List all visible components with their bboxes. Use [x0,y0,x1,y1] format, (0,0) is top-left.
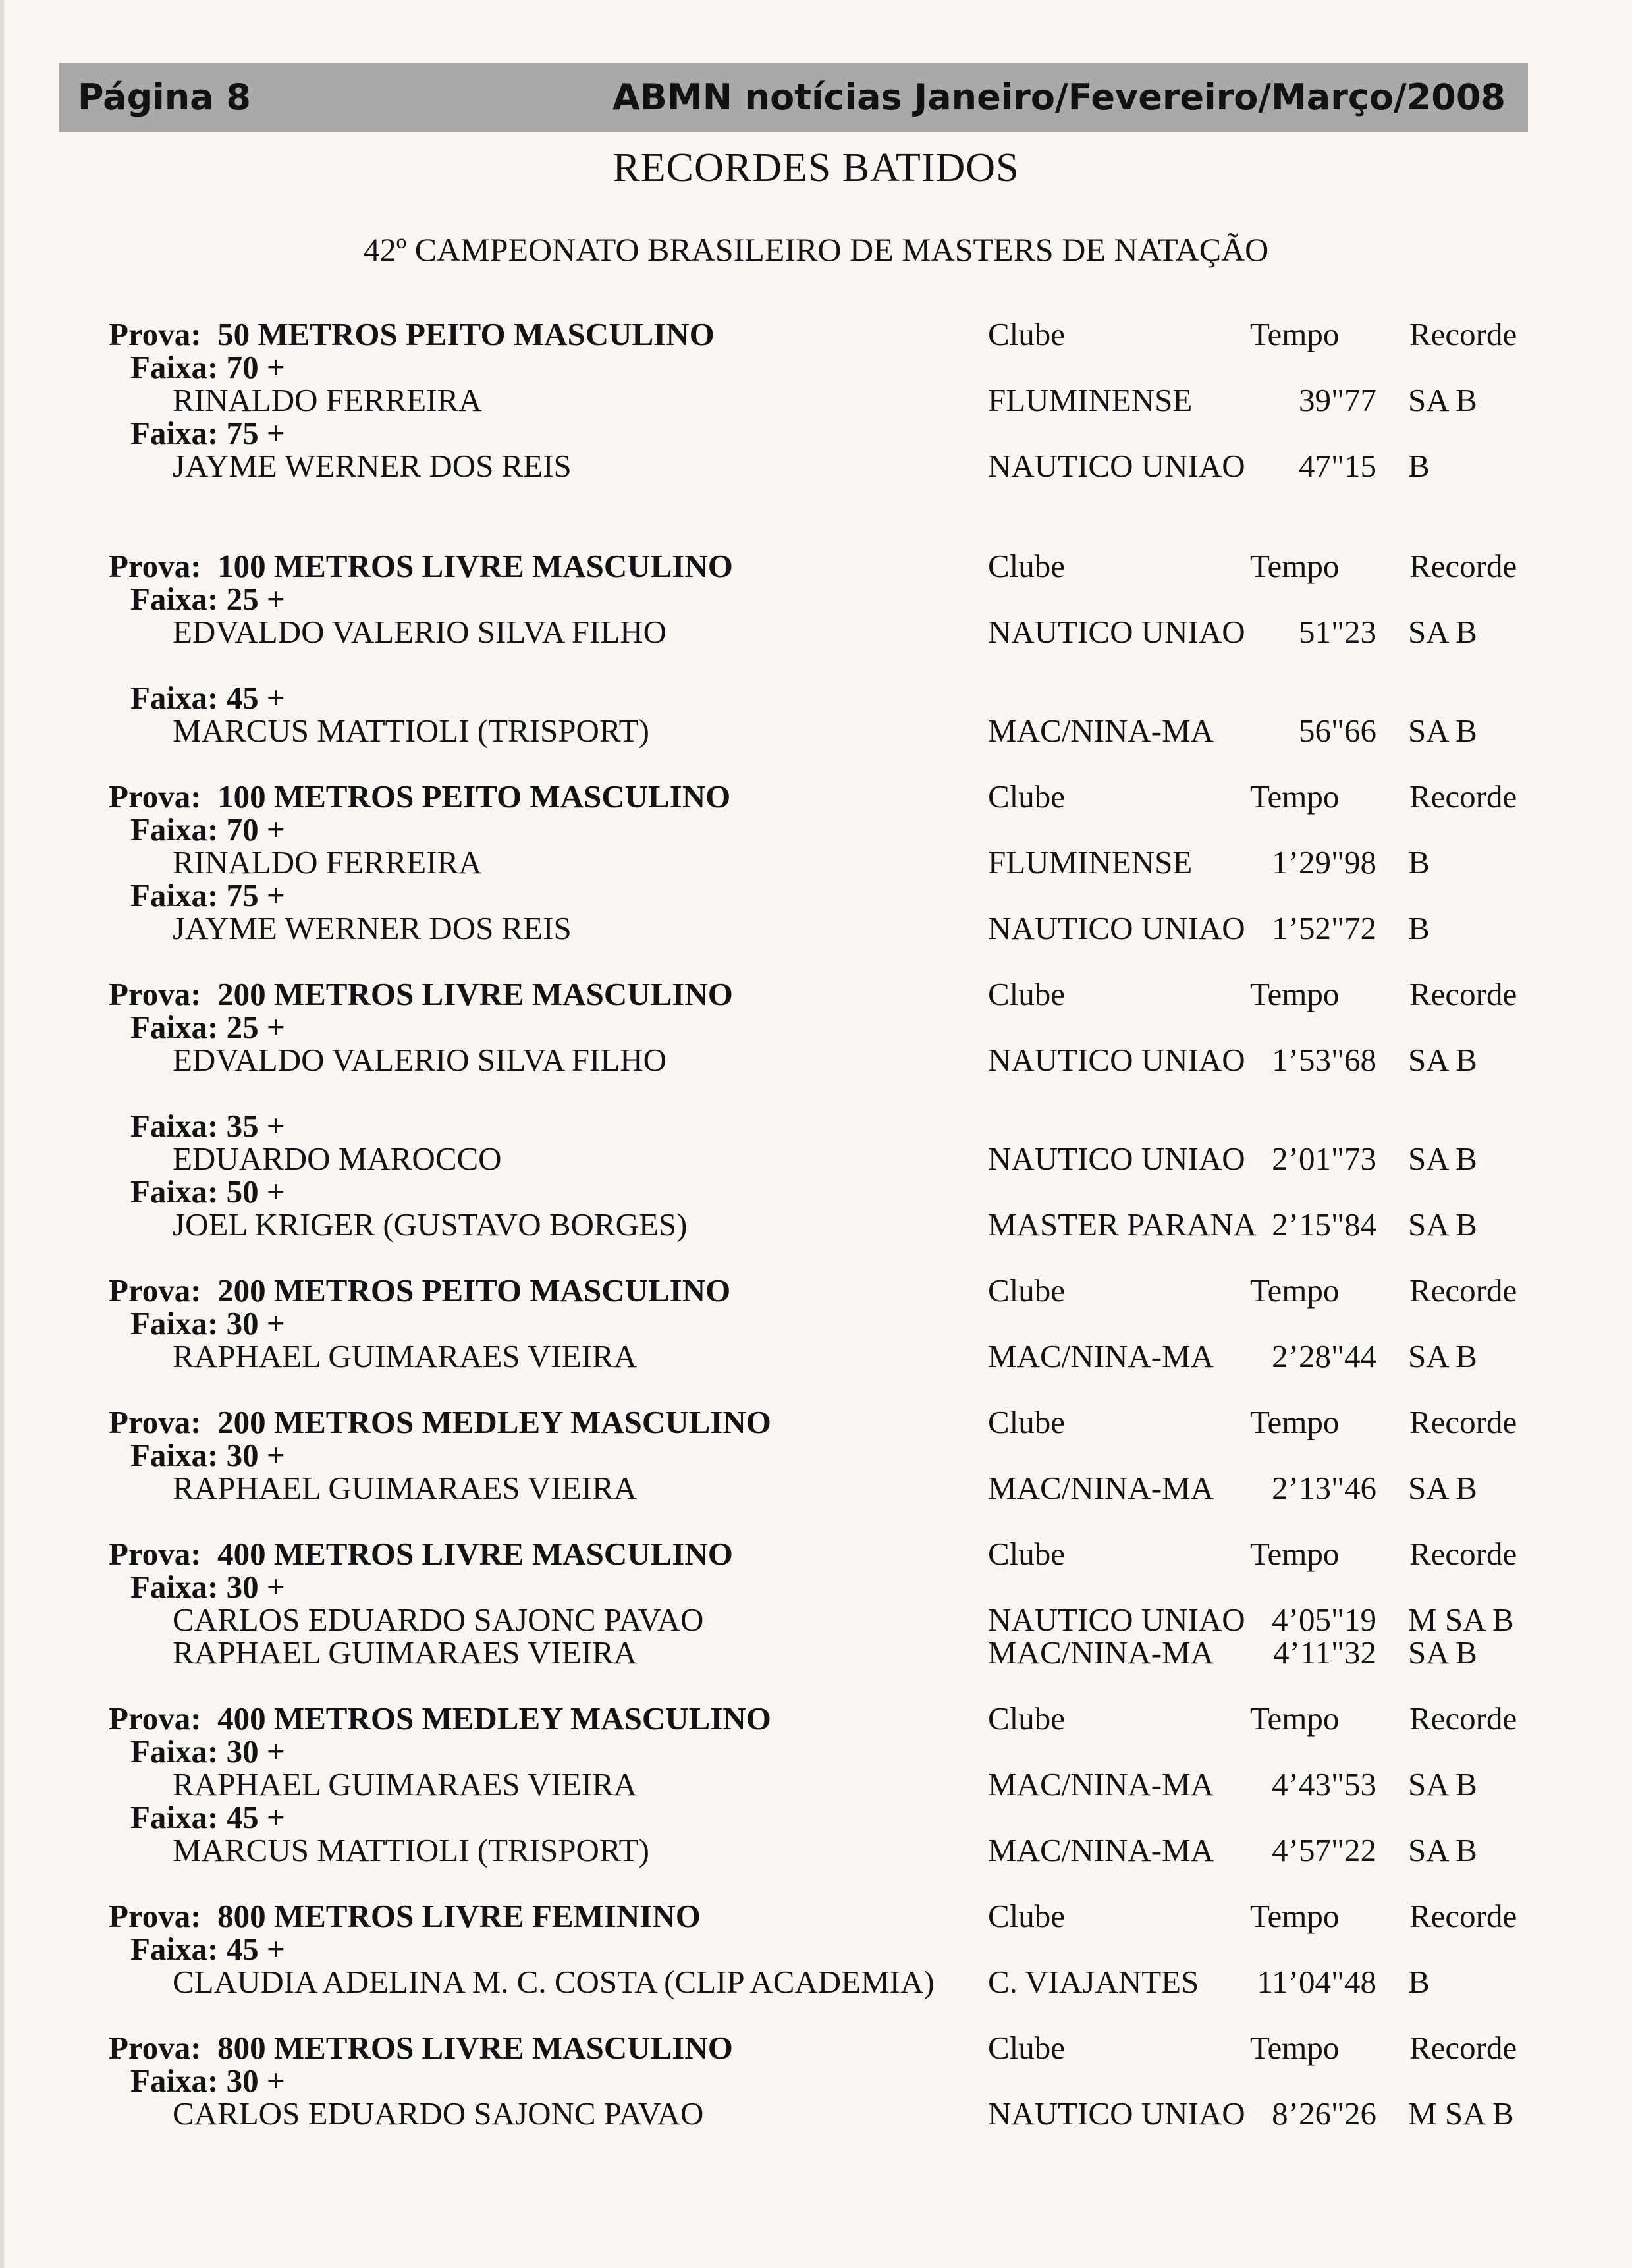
column-header-club: Clube [988,2030,1066,2066]
record-row [0,711,1632,751]
record-row [0,1831,1632,1870]
club-name: NAUTICO UNIAO [988,1042,1245,1078]
club-name: C. VIAJANTES [988,1964,1199,2000]
swim-time: 2’01"73 [1272,1141,1376,1177]
athlete-name: MARCUS MATTIOLI (TRISPORT) [173,713,649,749]
record-type: SA B [1408,1634,1477,1671]
prova-label-text: Prova: [109,976,202,1012]
age-group-value: 30 + [226,1305,285,1341]
faixa-label-text: Faixa: [130,2063,219,2099]
column-header-club: Clube [988,548,1066,584]
swim-time: 4’43"53 [1272,1766,1376,1802]
record-type: SA B [1408,382,1477,418]
page-number: Página 8 [78,76,251,118]
page-subtitle: 42º CAMPEONATO BRASILEIRO DE MASTERS DE NATAÇÃO [363,231,1269,268]
prova-label-text: Prova: [109,1700,202,1737]
age-group-value: 45 + [226,1799,285,1835]
age-group-value: 45 + [226,1931,285,1967]
faixa-label-text: Faixa: [130,1437,219,1473]
record-type: SA B [1408,614,1477,650]
athlete-name: JAYME WERNER DOS REIS [173,910,572,946]
faixa-label-text: Faixa: [130,680,219,716]
age-group-value: 75 + [226,877,285,913]
faixa-label-text: Faixa: [130,349,219,385]
athlete-name: RINALDO FERREIRA [173,844,482,880]
age-group-value: 70 + [226,349,285,385]
event-name: 200 METROS MEDLEY MASCULINO [217,1404,771,1440]
event-name: 200 METROS LIVRE MASCULINO [217,976,733,1012]
faixa-label-text: Faixa: [130,581,219,617]
club-name: FLUMINENSE [988,382,1193,418]
prova-label-text: Prova: [109,1272,202,1309]
faixa-label-text: Faixa: [130,877,219,913]
faixa-label-text: Faixa: [130,1108,219,1144]
prova-label-text: Prova: [109,316,202,352]
column-header-record: Recorde [1409,1536,1517,1572]
faixa-label-text: Faixa: [130,1799,219,1835]
athlete-name: RAPHAEL GUIMARAES VIEIRA [173,1470,638,1506]
athlete-name: JAYME WERNER DOS REIS [173,448,572,484]
swim-time: 51"23 [1298,614,1376,650]
swim-time: 56"66 [1298,713,1376,749]
club-name: MAC/NINA-MA [988,1634,1214,1671]
record-type: SA B [1408,1832,1477,1868]
athlete-name: CARLOS EDUARDO SAJONC PAVAO [173,2095,704,2132]
faixa-label-text: Faixa: [130,1174,219,1210]
swim-time: 11’04"48 [1257,1964,1376,2000]
club-name: MAC/NINA-MA [988,1832,1214,1868]
club-name: MAC/NINA-MA [988,1766,1214,1802]
swim-time: 1’29"98 [1272,844,1376,880]
record-row [0,1633,1632,1673]
column-header-club: Clube [988,778,1066,815]
prova-label-text: Prova: [109,2030,202,2066]
swim-time: 4’05"19 [1272,1602,1376,1638]
column-header-record: Recorde [1409,1898,1517,1934]
athlete-name: RAPHAEL GUIMARAES VIEIRA [173,1338,638,1374]
swim-time: 2’15"84 [1272,1206,1376,1243]
column-header-time: Tempo [1250,1700,1340,1737]
club-name: FLUMINENSE [988,844,1193,880]
column-header-record: Recorde [1409,548,1517,584]
column-header-club: Clube [988,1700,1066,1737]
age-group-value: 70 + [226,811,285,848]
column-header-club: Clube [988,316,1066,352]
column-header-club: Clube [988,1536,1066,1572]
column-header-time: Tempo [1250,316,1340,352]
age-group-value: 75 + [226,415,285,451]
age-group-value: 30 + [226,2063,285,2099]
record-type: B [1408,910,1430,946]
event-name: 50 METROS PEITO MASCULINO [217,316,715,352]
age-group-value: 50 + [226,1174,285,1210]
club-name: MASTER PARANA [988,1206,1257,1243]
faixa-label-text: Faixa: [130,1009,219,1045]
event-name: 800 METROS LIVRE FEMININO [217,1898,701,1934]
prova-label-text: Prova: [109,1898,202,1934]
column-header-time: Tempo [1250,2030,1340,2066]
record-row [0,1962,1632,2002]
event-name: 100 METROS LIVRE MASCULINO [217,548,733,584]
age-group-value: 35 + [226,1108,285,1144]
athlete-name: CLAUDIA ADELINA M. C. COSTA (CLIP ACADEMIA) [173,1964,935,2000]
column-header-record: Recorde [1409,316,1517,352]
record-row [0,446,1632,486]
age-group-value: 30 + [226,1733,285,1769]
athlete-name: RAPHAEL GUIMARAES VIEIRA [173,1766,638,1802]
column-header-time: Tempo [1250,1898,1340,1934]
age-group-value: 25 + [226,1009,285,1045]
club-name: NAUTICO UNIAO [988,1602,1245,1638]
athlete-name: RINALDO FERREIRA [173,382,482,418]
column-header-time: Tempo [1250,1404,1340,1440]
prova-label-text: Prova: [109,1536,202,1572]
athlete-name: JOEL KRIGER (GUSTAVO BORGES) [173,1206,688,1243]
record-row [0,1337,1632,1376]
record-type: SA B [1408,1141,1477,1177]
record-type: B [1408,844,1430,880]
column-header-club: Clube [988,976,1066,1012]
swim-time: 4’11"32 [1272,1634,1376,1671]
column-header-time: Tempo [1250,1272,1340,1309]
faixa-label-text: Faixa: [130,415,219,451]
publication-name: ABMN notícias [612,76,902,118]
club-name: MAC/NINA-MA [988,1470,1214,1506]
event-name: 400 METROS LIVRE MASCULINO [217,1536,733,1572]
record-row [0,612,1632,652]
swim-time: 1’53"68 [1272,1042,1376,1078]
column-header-record: Recorde [1409,778,1517,815]
column-header-club: Clube [988,1404,1066,1440]
record-type: SA B [1408,1206,1477,1243]
athlete-name: EDVALDO VALERIO SILVA FILHO [173,614,667,650]
record-type: B [1408,1964,1430,2000]
record-type: M SA B [1408,2095,1514,2132]
athlete-name: RAPHAEL GUIMARAES VIEIRA [173,1634,638,1671]
prova-label-text: Prova: [109,778,202,815]
record-type: SA B [1408,1470,1477,1506]
faixa-label-text: Faixa: [130,1733,219,1769]
age-group-value: 45 + [226,680,285,716]
event-name: 400 METROS MEDLEY MASCULINO [217,1700,771,1737]
column-header-time: Tempo [1250,778,1340,815]
column-header-record: Recorde [1409,976,1517,1012]
age-group-value: 30 + [226,1437,285,1473]
swim-time: 8’26"26 [1272,2095,1376,2132]
record-type: M SA B [1408,1602,1514,1638]
column-header-club: Clube [988,1898,1066,1934]
column-header-time: Tempo [1250,548,1340,584]
record-type: B [1408,448,1430,484]
column-header-record: Recorde [1409,1272,1517,1309]
faixa-label-text: Faixa: [130,811,219,848]
swim-time: 2’28"44 [1272,1338,1376,1374]
club-name: NAUTICO UNIAO [988,448,1245,484]
record-type: SA B [1408,1042,1477,1078]
swim-time: 2’13"46 [1272,1470,1376,1506]
athlete-name: EDUARDO MAROCCO [173,1141,502,1177]
swim-time: 4’57"22 [1272,1832,1376,1868]
record-row [0,909,1632,948]
issue-date: Janeiro/Fevereiro/Março/2008 [914,76,1506,118]
column-header-club: Clube [988,1272,1066,1309]
column-header-record: Recorde [1409,2030,1517,2066]
club-name: NAUTICO UNIAO [988,2095,1245,2132]
column-header-record: Recorde [1409,1404,1517,1440]
club-name: MAC/NINA-MA [988,713,1214,749]
record-type: SA B [1408,713,1477,749]
club-name: MAC/NINA-MA [988,1338,1214,1374]
event-name: 200 METROS PEITO MASCULINO [217,1272,731,1309]
record-row [0,1205,1632,1245]
club-name: NAUTICO UNIAO [988,910,1245,946]
record-type: SA B [1408,1766,1477,1802]
prova-label-text: Prova: [109,548,202,584]
column-header-time: Tempo [1250,1536,1340,1572]
column-header-record: Recorde [1409,1700,1517,1737]
record-row [0,2094,1632,2134]
faixa-label-text: Faixa: [130,1931,219,1967]
faixa-label-text: Faixa: [130,1305,219,1341]
swim-time: 47"15 [1298,448,1376,484]
column-header-time: Tempo [1250,976,1340,1012]
prova-label-text: Prova: [109,1404,202,1440]
age-group-value: 25 + [226,581,285,617]
athlete-name: CARLOS EDUARDO SAJONC PAVAO [173,1602,704,1638]
page-title: RECORDES BATIDOS [612,146,1020,190]
event-name: 100 METROS PEITO MASCULINO [217,778,731,815]
faixa-label-text: Faixa: [130,1569,219,1605]
athlete-name: EDVALDO VALERIO SILVA FILHO [173,1042,667,1078]
club-name: NAUTICO UNIAO [988,1141,1245,1177]
record-row [0,1469,1632,1508]
age-group-value: 30 + [226,1569,285,1605]
event-name: 800 METROS LIVRE MASCULINO [217,2030,733,2066]
record-row [0,1040,1632,1080]
record-type: SA B [1408,1338,1477,1374]
club-name: NAUTICO UNIAO [988,614,1245,650]
athlete-name: MARCUS MATTIOLI (TRISPORT) [173,1832,649,1868]
swim-time: 39"77 [1298,382,1376,418]
swim-time: 1’52"72 [1272,910,1376,946]
